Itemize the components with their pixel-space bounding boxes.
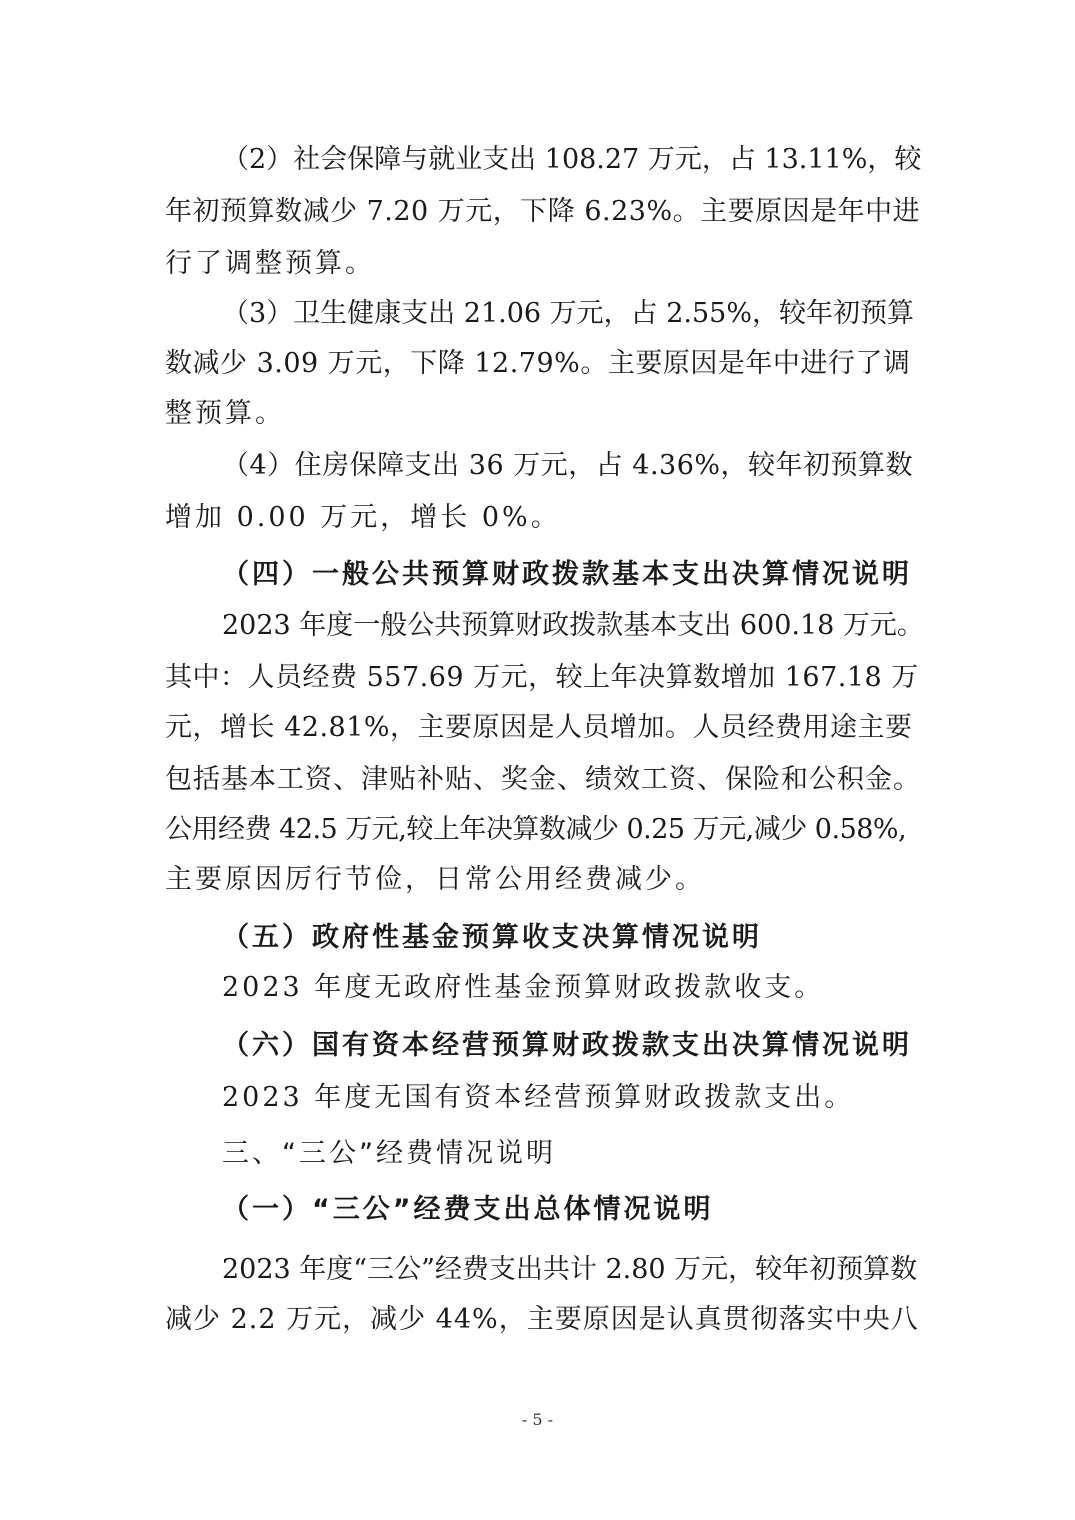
paragraph-line: 行了调整预算。 [165,248,375,279]
paragraph-line: 2023 年度一般公共预算财政拨款基本支出 600.18 万元。 [222,610,924,641]
paragraph-line: 数减少 3.09 万元，下降 12.79%。主要原因是年中进行了调 [165,348,911,379]
paragraph-line: （3）卫生健康支出 21.06 万元，占 2.55%，较年初预算 [222,298,914,329]
section-heading: （六）国有资本经营预算财政拨款支出决算情况说明 [222,1030,912,1061]
paragraph-line: 2023 年度“三公”经费支出共计 2.80 万元，较年初预算数 [222,1254,918,1285]
paragraph-line: 其中：人员经费 557.69 万元，较上年决算数增加 167.18 万 [165,662,919,693]
section-heading: （四）一般公共预算财政拨款基本支出决算情况说明 [222,559,912,590]
paragraph-line: 2023 年度无国有资本经营预算财政拨款支出。 [222,1082,855,1113]
paragraph-line: 整预算。 [165,398,285,429]
page-number: - 5 - [521,1410,554,1429]
paragraph-line: 元，增长 42.81%，主要原因是人员增加。人员经费用途主要 [165,712,913,743]
section-heading: （五）政府性基金预算收支决算情况说明 [222,922,762,953]
paragraph-line: 增加 0.00 万元，增长 0%。 [165,502,561,533]
paragraph-line: 2023 年度无政府性基金预算财政拨款收支。 [222,972,825,1003]
chapter-heading: 三、“三公”经费情况说明 [222,1138,556,1169]
paragraph-line: （2）社会保障与就业支出 108.27 万元，占 13.11%，较 [222,144,922,175]
paragraph-line: 包括基本工资、津贴补贴、奖金、绩效工资、保险和公积金。 [165,764,921,795]
paragraph-line: 主要原因厉行节俭，日常公用经费减少。 [165,864,705,895]
paragraph-line: 公用经费 42.5 万元,较上年决算数减少 0.25 万元,减少 0.58%, [165,814,907,845]
section-heading: （一）“三公”经费支出总体情况说明 [222,1194,714,1225]
paragraph-line: （4）住房保障支出 36 万元，占 4.36%，较年初预算数 [222,450,914,481]
paragraph-line: 减少 2.2 万元，减少 44%，主要原因是认真贯彻落实中央八 [165,1304,919,1335]
paragraph-line: 年初预算数减少 7.20 万元，下降 6.23%。主要原因是年中进 [165,196,921,227]
